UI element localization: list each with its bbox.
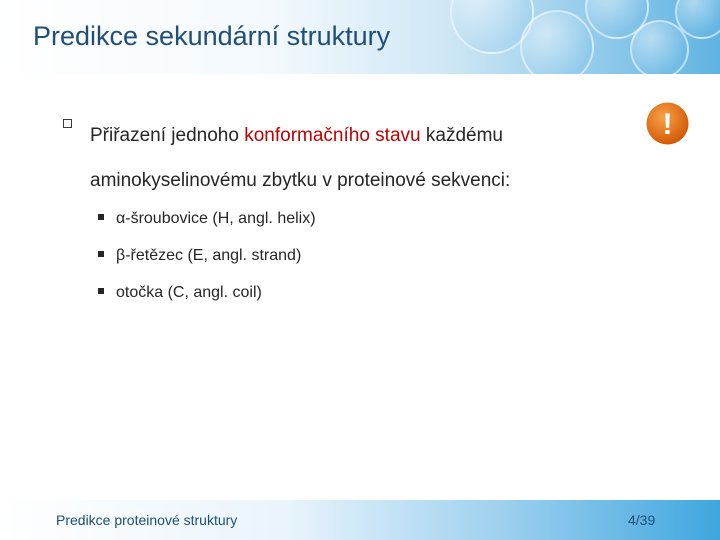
list-item-text: -řetězec (E, angl. strand) (125, 247, 302, 264)
page-title: Predikce sekundární struktury (33, 21, 391, 51)
main-bullet-text (90, 113, 610, 203)
exclamation-icon (645, 101, 690, 146)
square-bullet-icon (98, 251, 104, 257)
highlighted-term: konformačního stavu (244, 125, 421, 146)
list-item-text: otočka (C, angl. coil) (116, 284, 262, 301)
footer-title: Predikce proteinové struktury (56, 512, 238, 528)
square-bullet-icon (98, 288, 104, 294)
exclamation-glyph: ! (662, 108, 673, 141)
list-item (98, 210, 316, 228)
list-item-text: -šroubovice (H, angl. helix) (125, 210, 316, 227)
list-item-symbol: α (116, 210, 126, 227)
page-number: 4/39 (628, 512, 656, 528)
square-bullet-icon (98, 214, 104, 220)
list-item (98, 247, 301, 265)
main-bullet-text-before: Přiřazení jednoho (90, 125, 245, 146)
main-bullet-text-after: každému aminokyselinovému zbytku v proteinové sekvenci: (90, 125, 511, 191)
list-item (98, 284, 262, 302)
decorative-bubble (520, 10, 594, 74)
list-item-symbol: β (116, 247, 126, 264)
hollow-square-bullet-icon (63, 119, 72, 128)
